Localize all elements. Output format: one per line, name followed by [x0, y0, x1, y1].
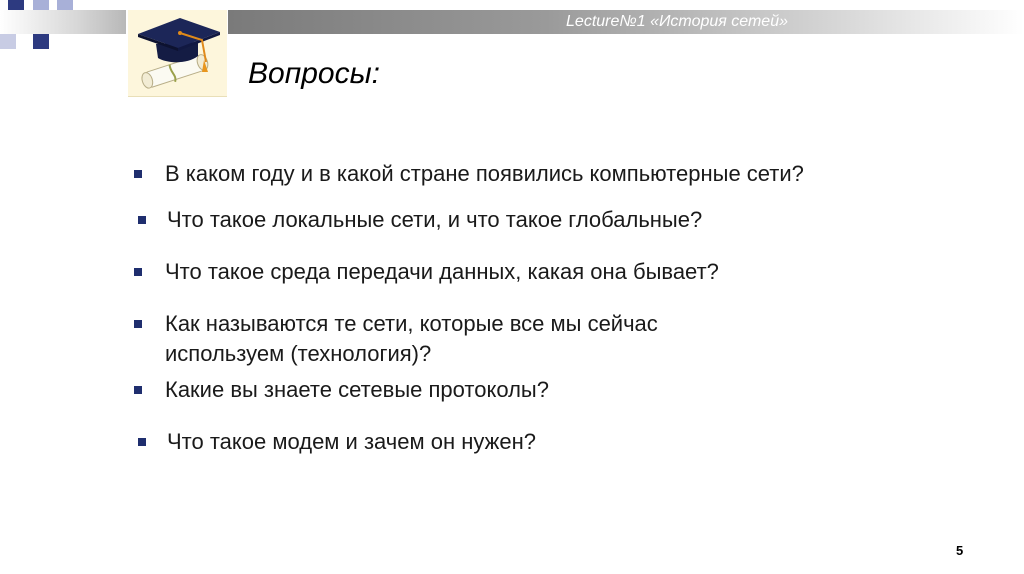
bullet-text: В каком году и в какой стране появились компьютерные сети? [165, 161, 804, 186]
bullet-text: Что такое модем и зачем он нужен? [167, 429, 536, 454]
page-number: 5 [956, 543, 964, 558]
graduation-cap-diploma-icon [128, 10, 227, 97]
header-bar-left [0, 10, 126, 34]
square-bullet-icon [134, 386, 142, 394]
corner-square [33, 34, 49, 49]
square-bullet-icon [134, 170, 142, 178]
square-bullet-icon [138, 438, 146, 446]
square-bullet-icon [134, 268, 142, 276]
bullet-text-continuation: используем (технология)? [165, 341, 432, 366]
square-bullet-icon [134, 320, 142, 328]
bullet-text: Что такое среда передачи данных, какая она бывает? [165, 259, 719, 284]
square-bullet-icon [138, 216, 146, 224]
bullet-text: Как называются те сети, которые все мы сейчас [165, 311, 658, 336]
header-bar [228, 10, 1024, 34]
slide-title: Вопросы: [248, 57, 380, 90]
header-title: Lecture№1 «История сетей» [566, 13, 788, 30]
bullet-text: Что такое локальные сети, и что такое глобальные? [167, 207, 703, 232]
bullet-text: Какие вы знаете сетевые протоколы? [165, 377, 549, 402]
corner-square [0, 34, 16, 49]
